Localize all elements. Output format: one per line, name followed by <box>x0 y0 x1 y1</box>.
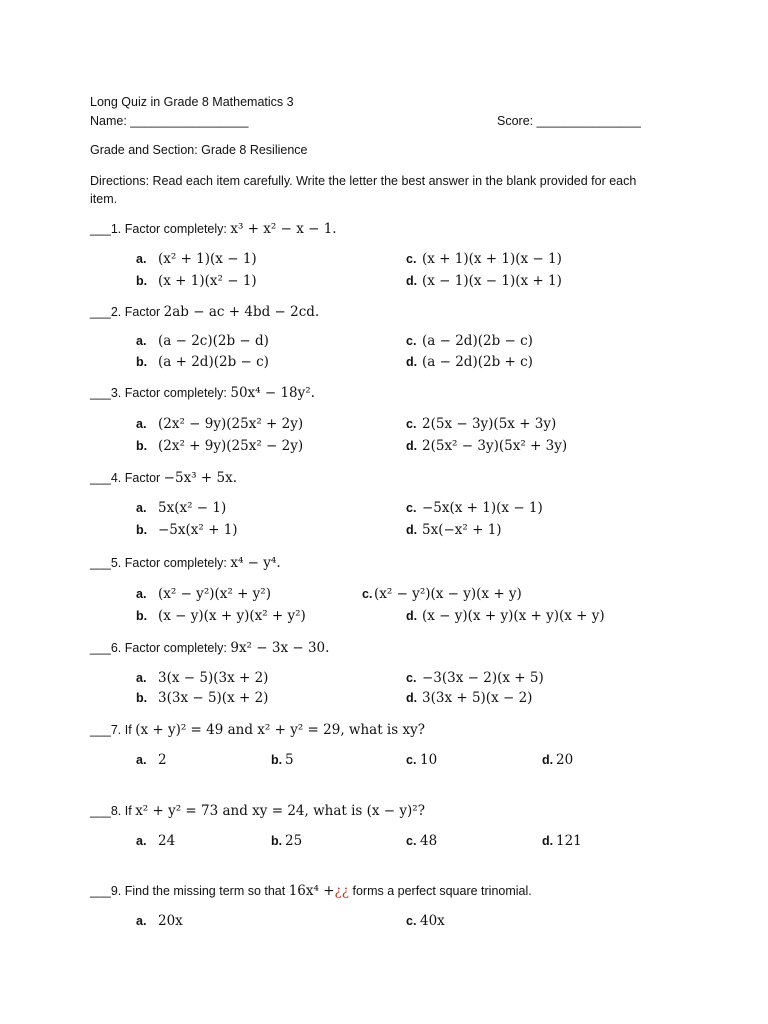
choice-4b <box>136 522 238 538</box>
choice-value: (x − y)(x + y)(x + y)(x + y) <box>422 608 605 624</box>
choice-6d <box>406 690 532 706</box>
choice-1a <box>136 251 257 267</box>
choice-4c <box>406 500 543 516</box>
question-9 <box>90 883 532 899</box>
choice-letter: a. <box>136 587 147 601</box>
choice-value: −5x(x² + 1) <box>158 522 238 538</box>
choice-value: 2(5x² − 3y)(5x² + 3y) <box>422 438 568 454</box>
choice-5d <box>406 608 605 624</box>
question-label: ___6. Factor completely: <box>90 641 227 655</box>
question-label: ___2. Factor <box>90 305 161 319</box>
choice-letter: a. <box>136 334 147 348</box>
choice-value: (2x² + 9y)(25x² − 2y) <box>158 438 304 454</box>
choice-letter: b. <box>136 609 148 623</box>
choice-5c <box>362 586 522 602</box>
choice-2c <box>406 333 533 349</box>
choice-letter: b. <box>271 753 283 767</box>
choice-7b <box>271 752 294 768</box>
score-field: Score: _______________ <box>497 114 641 128</box>
choice-7c <box>406 752 437 768</box>
choice-value: 3(x − 5)(3x + 2) <box>158 670 269 686</box>
choice-value: −5x(x + 1)(x − 1) <box>422 500 543 516</box>
choice-4a <box>136 500 226 516</box>
question-8 <box>90 803 425 819</box>
choice-letter: c. <box>406 753 417 767</box>
choice-2b <box>136 354 269 370</box>
choice-value: (a − 2d)(2b + c) <box>422 354 533 370</box>
choice-6c <box>406 670 544 686</box>
question-2 <box>90 304 319 320</box>
choice-letter: b. <box>136 355 148 369</box>
question-6 <box>90 640 329 656</box>
choice-9a <box>136 913 183 929</box>
choice-value: 2(5x − 3y)(5x + 3y) <box>422 416 557 432</box>
choice-value: (x + 1)(x² − 1) <box>158 273 257 289</box>
choice-value: 10 <box>420 752 438 768</box>
choice-value: (x² − y²)(x − y)(x + y) <box>374 586 522 602</box>
choice-3c <box>406 416 556 432</box>
choice-letter: d. <box>406 691 418 705</box>
choice-value: 3(3x − 5)(x + 2) <box>158 690 269 706</box>
choice-letter: d. <box>542 834 554 848</box>
choice-letter: c. <box>406 501 417 515</box>
directions: Directions: Read each item carefully. Write the letter the best answer in the blank provided for each item. <box>90 174 637 206</box>
choice-value: (a + 2d)(2b − c) <box>158 354 269 370</box>
choice-value: 3(3x + 5)(x − 2) <box>422 690 533 706</box>
choice-value: 20 <box>556 752 574 768</box>
question-5 <box>90 555 281 571</box>
choice-value: 2 <box>158 752 167 768</box>
choice-1c <box>406 251 562 267</box>
grade-section: Grade and Section: Grade 8 Resilience <box>90 143 308 157</box>
choice-7a <box>136 752 167 768</box>
choice-value: (x² − y²)(x² + y²) <box>158 586 271 602</box>
choice-value: 5 <box>285 752 294 768</box>
choice-1d <box>406 273 562 289</box>
choice-value: 25 <box>285 833 303 849</box>
choice-6b <box>136 690 268 706</box>
question-expression: 16x⁴ + <box>288 883 335 899</box>
choice-letter: d. <box>406 523 418 537</box>
missing-term-marker: ¿¿ <box>334 883 350 899</box>
choice-8c <box>406 833 437 849</box>
choice-8b <box>271 833 302 849</box>
choice-value: (2x² − 9y)(25x² + 2y) <box>158 416 304 432</box>
choice-2a <box>136 333 269 349</box>
question-label: ___7. If <box>90 723 132 737</box>
choice-letter: c. <box>406 671 417 685</box>
choice-1b <box>136 273 257 289</box>
choice-letter: a. <box>136 914 147 928</box>
question-expression: x² + y² = 73 and xy = 24, what is (x − y)²? <box>135 803 425 819</box>
choice-letter: b. <box>136 274 148 288</box>
choice-value: 5x(x² − 1) <box>158 500 227 516</box>
question-label: ___4. Factor <box>90 471 161 485</box>
choice-letter: b. <box>136 523 148 537</box>
choice-value: 24 <box>158 833 176 849</box>
choice-letter: a. <box>136 252 147 266</box>
question-expression: −5x³ + 5x. <box>163 470 237 486</box>
choice-letter: c. <box>406 834 417 848</box>
question-expression: x³ + x² − x − 1. <box>230 221 337 237</box>
question-label: ___1. Factor completely: <box>90 222 227 236</box>
choice-6a <box>136 670 268 686</box>
question-expression: 50x⁴ − 18y². <box>230 385 315 401</box>
choice-letter: c. <box>406 914 417 928</box>
question-3 <box>90 385 315 401</box>
choice-value: 48 <box>420 833 438 849</box>
choice-letter: a. <box>136 834 147 848</box>
choice-value: 40x <box>420 913 445 929</box>
choice-8a <box>136 833 175 849</box>
choice-letter: d. <box>406 274 418 288</box>
choice-letter: c. <box>406 417 417 431</box>
question-label: ___8. If <box>90 804 132 818</box>
choice-value: 5x(−x² + 1) <box>422 522 502 538</box>
question-4 <box>90 470 237 486</box>
choice-value: −3(3x − 2)(x + 5) <box>422 670 544 686</box>
choice-5a <box>136 586 271 602</box>
choice-letter: b. <box>136 691 148 705</box>
choice-letter: d. <box>406 355 418 369</box>
question-tail: forms a perfect square trinomial. <box>352 884 532 898</box>
choice-letter: d. <box>406 609 418 623</box>
choice-letter: c. <box>362 587 373 601</box>
question-1 <box>90 221 337 237</box>
name-field: Name: _________________ <box>90 114 249 128</box>
choice-letter: a. <box>136 417 147 431</box>
choice-value: (a − 2d)(2b − c) <box>422 333 533 349</box>
choice-letter: b. <box>136 439 148 453</box>
question-7 <box>90 722 425 738</box>
choice-9c <box>406 913 445 929</box>
choice-value: (x + 1)(x + 1)(x − 1) <box>422 251 562 267</box>
question-expression: x⁴ − y⁴. <box>230 555 281 571</box>
quiz-title: Long Quiz in Grade 8 Mathematics 3 <box>90 95 294 109</box>
choice-letter: d. <box>406 439 418 453</box>
choice-value: (x − y)(x + y)(x² + y²) <box>158 608 306 624</box>
question-label: ___5. Factor completely: <box>90 556 227 570</box>
question-expression: (x + y)² = 49 and x² + y² = 29, what is xy? <box>135 722 425 738</box>
choice-3a <box>136 416 303 432</box>
choice-value: (x − 1)(x − 1)(x + 1) <box>422 273 562 289</box>
choice-letter: a. <box>136 501 147 515</box>
choice-letter: d. <box>542 753 554 767</box>
choice-5b <box>136 608 306 624</box>
choice-7d <box>542 752 573 768</box>
choice-3d <box>406 438 567 454</box>
question-expression: 9x² − 3x − 30. <box>230 640 330 656</box>
question-label: ___9. Find the missing term so that <box>90 884 286 898</box>
choice-letter: b. <box>271 834 283 848</box>
question-expression: 2ab − ac + 4bd − 2cd. <box>163 304 320 320</box>
choice-letter: a. <box>136 671 147 685</box>
choice-2d <box>406 354 533 370</box>
choice-letter: c. <box>406 252 417 266</box>
question-label: ___3. Factor completely: <box>90 386 227 400</box>
choice-4d <box>406 522 502 538</box>
choice-value: (x² + 1)(x − 1) <box>158 251 257 267</box>
choice-letter: c. <box>406 334 417 348</box>
choice-3b <box>136 438 303 454</box>
choice-value: 20x <box>158 913 183 929</box>
choice-8d <box>542 833 582 849</box>
choice-letter: a. <box>136 753 147 767</box>
choice-value: 121 <box>556 833 582 849</box>
choice-value: (a − 2c)(2b − d) <box>158 333 269 349</box>
